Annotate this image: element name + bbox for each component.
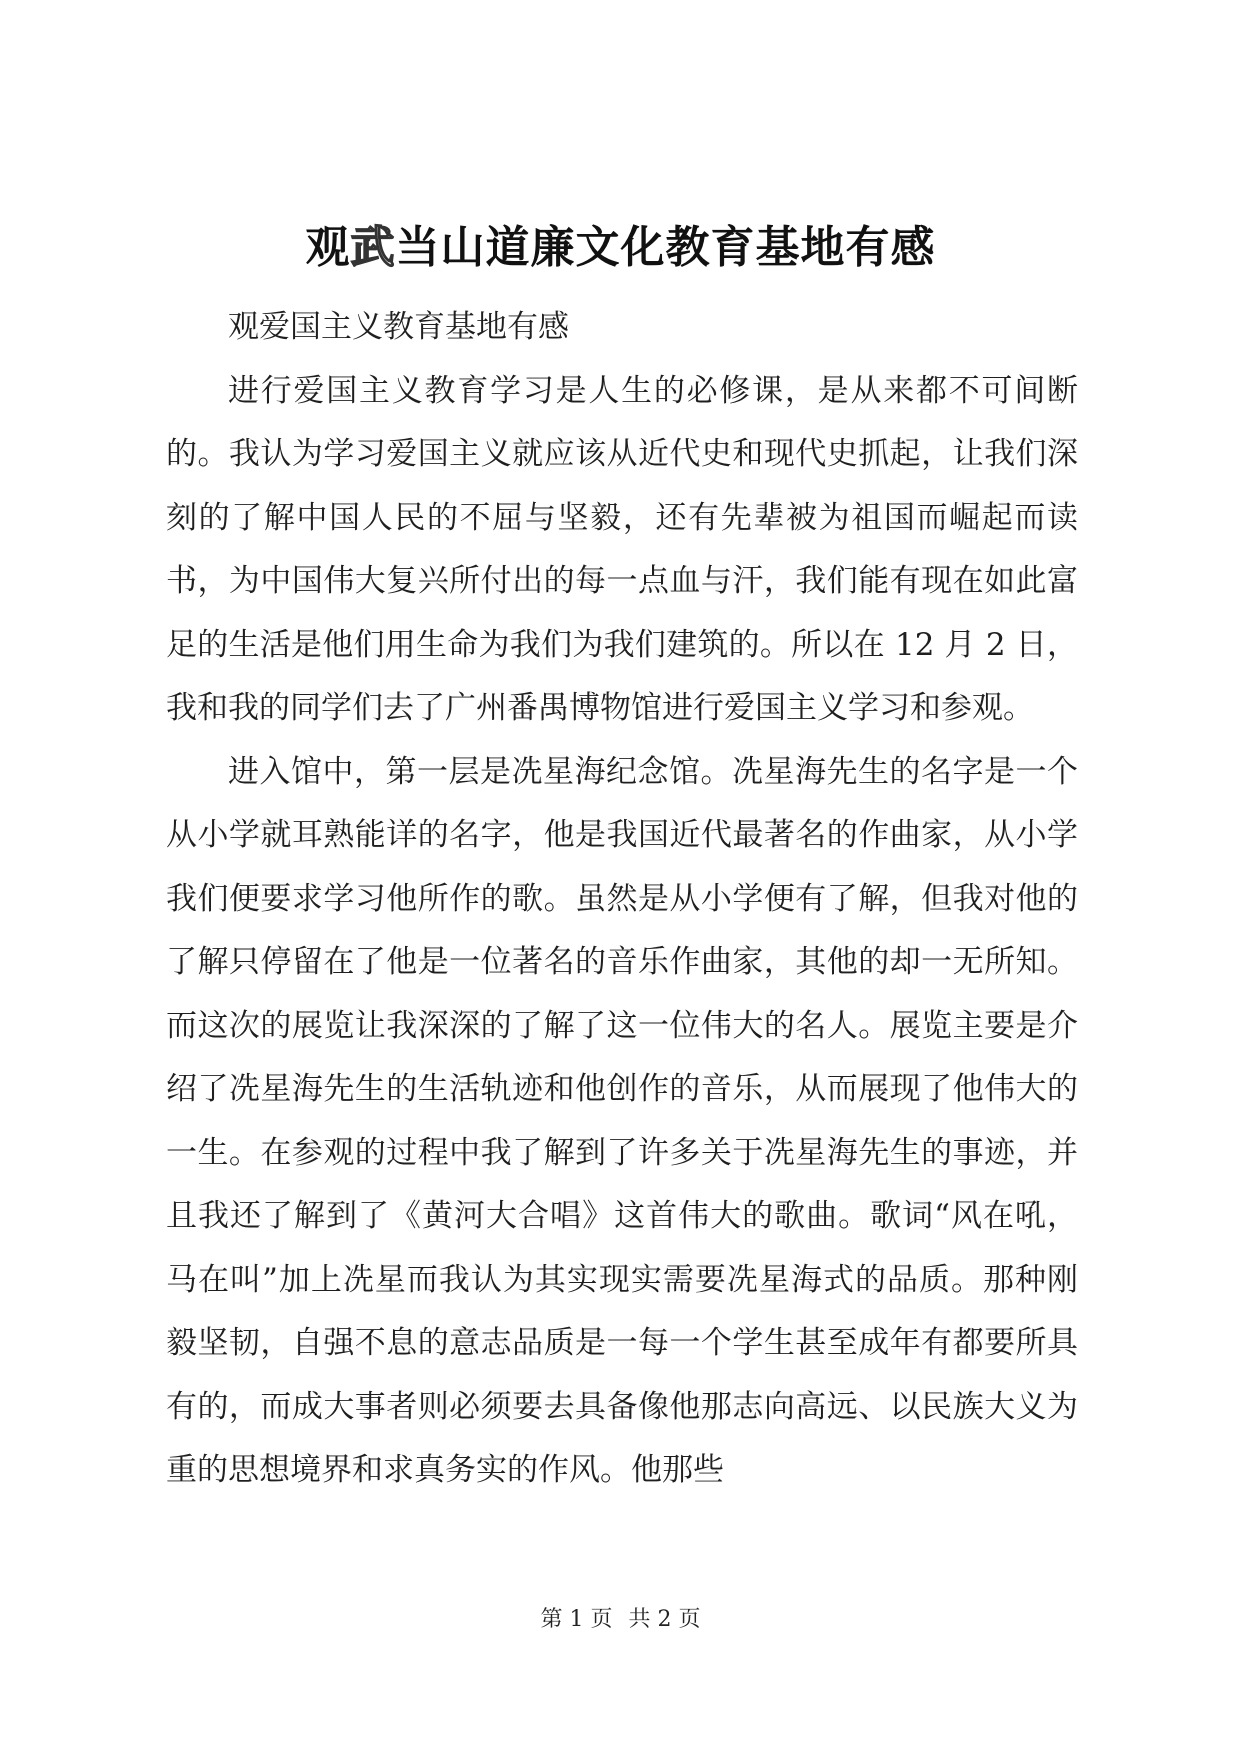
subtitle-paragraph: 观爱国主义教育基地有感 [228,309,569,345]
title-text-start: 观 [305,222,351,273]
document-body [166,296,1078,1503]
page-footer [0,1605,1241,1635]
body-paragraph-1: 进行爱国主义教育学习是人生的必修课，是从来都不可间断的。我认为学习爱国主义就应该从近代史和现代史抓起，让我们深刻的了解中国人民的不屈与坚毅，还有先辈被为祖国而崛起而读书，为中国伟大复兴所付出的每一点血与汗，我们能有现在如此富足的生活是他们用生命为我们为我们建筑的。所以在 12 月 2 日，我和我的同学们去了广州番禺博物馆进行爱国主义学习和参观。 [166,372,1078,726]
document-title [0,218,1241,278]
title-text-end: 当山道廉文化教育基地有感 [395,222,936,273]
page-number-current: 第 1 页 [540,1607,613,1632]
page-number-total: 共 2 页 [628,1607,701,1632]
title-outlined-character: 武 [350,222,396,273]
body-paragraph-2: 进入馆中，第一层是冼星海纪念馆。冼星海先生的名字是一个从小学就耳熟能详的名字，他是我国近代最著名的作曲家，从小学我们便要求学习他所作的歌。虽然是从小学便有了解，但我对他的了解只停留在了他是一位著名的音乐作曲家，其他的却一无所知。而这次的展览让我深深的了解了这一位伟大的名人。展览主要是介绍了冼星海先生的生活轨迹和他创作的音乐，从而展现了他伟大的一生。在参观的过程中我了解到了许多关于冼星海先生的事迹，并且我还了解到了《黄河大合唱》这首伟大的歌曲。歌词“风在吼，马在叫”加上冼星而我认为其实现实需要冼星海式的品质。那种刚毅坚韧，自强不息的意志品质是一每一个学生甚至成年有都要所具有的，而成大事者则必须要去具备像他那志向高远、以民族大义为重的思想境界和求真务实的作风。他那些 [166,753,1078,1488]
